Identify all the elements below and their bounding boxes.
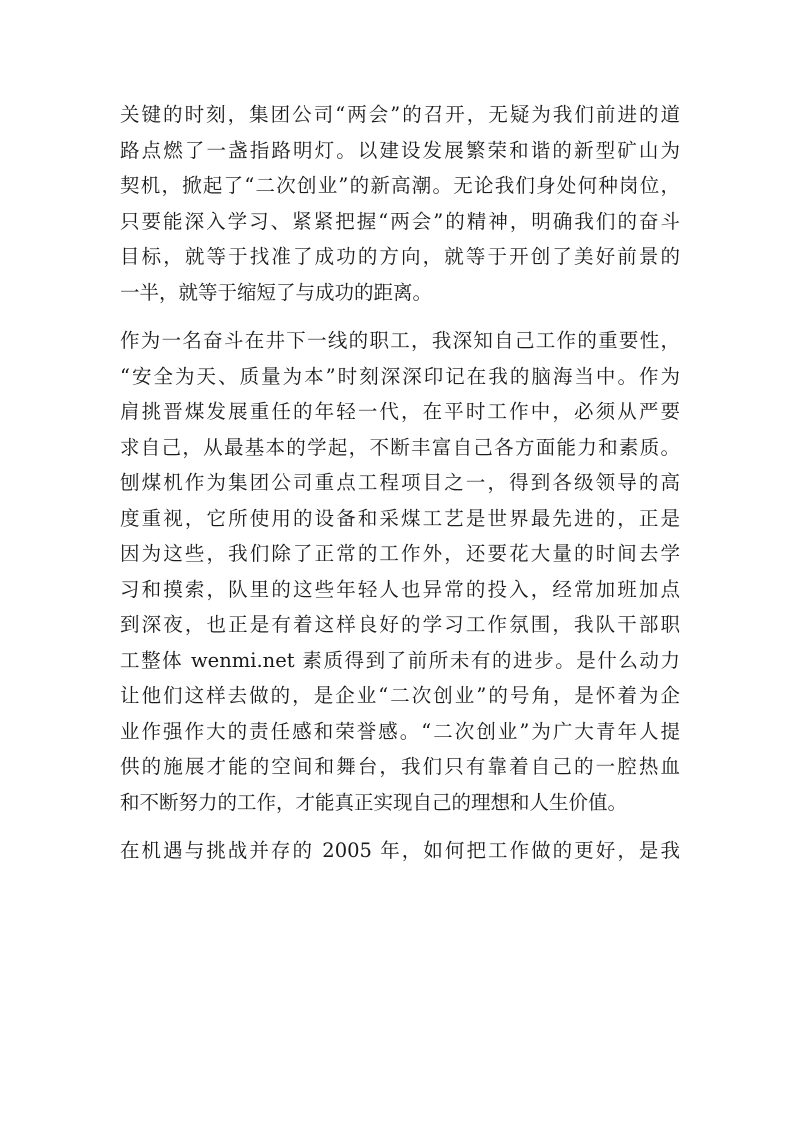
text-line: 肩挑晋煤发展重任的年轻一代，在平时工作中，必须从严要 <box>120 400 680 423</box>
text-line: 作为一名奋斗在井下一线的职工，我深知自己工作的重要性， <box>120 329 680 352</box>
text-line: 习和摸索，队里的这些年轻人也异常的投入，经常加班加点 <box>120 577 680 601</box>
text-line: 供的施展才能的空间和舞台，我们只有靠着自己的一腔热血 <box>120 755 680 778</box>
text-line: 和不断努力的工作，才能真正实现自己的理想和人生价值。 <box>120 790 628 814</box>
text-line: 到深夜，也正是有着这样良好的学习工作氛围，我队干部职 <box>120 613 680 636</box>
text-line: 目标，就等于找准了成功的方向，就等于开创了美好前景的 <box>120 245 680 268</box>
text-line: 路点燃了一盏指路明灯。以建设发展繁荣和谐的新型矿山为 <box>120 138 680 162</box>
text-line: 一半，就等于缩短了与成功的距离。 <box>120 280 433 304</box>
text-line: 在机遇与挑战并存的 2005 年，如何把工作做的更好，是我 <box>120 839 680 862</box>
text-line: 度重视，它所使用的设备和采煤工艺是世界最先进的，正是 <box>120 506 680 530</box>
text-line: 因为这些，我们除了正常的工作外，还要花大量的时间去学 <box>120 542 680 565</box>
text-line: 刨煤机作为集团公司重点工程项目之一，得到各级领导的高 <box>120 471 680 494</box>
text-line: 工整体 wenmi.net 素质得到了前所未有的进步。是什么动力 <box>120 648 680 672</box>
text-line: 关键的时刻，集团公司“两会”的召开，无疑为我们前进的道 <box>120 103 680 126</box>
paragraph-3 <box>120 833 680 869</box>
text-line: 契机，掀起了“二次创业”的新高潮。无论我们身处何种岗位， <box>120 174 680 197</box>
text-line: 让他们这样去做的，是企业“二次创业”的号角，是怀着为企 <box>120 684 680 707</box>
paragraph-2 <box>120 323 680 820</box>
text-line: 业作强作大的责任感和荣誉感。“二次创业”为广大青年人提 <box>120 719 680 743</box>
text-line: 只要能深入学习、紧紧把握“两会”的精神，明确我们的奋斗 <box>120 209 680 233</box>
text-line: 求自己，从最基本的学起，不断丰富自己各方面能力和素质。 <box>120 435 680 459</box>
text-line: “安全为天、质量为本”时刻深深印记在我的脑海当中。作为 <box>120 364 680 388</box>
paragraph-1 <box>120 97 680 310</box>
document-body <box>120 97 680 882</box>
